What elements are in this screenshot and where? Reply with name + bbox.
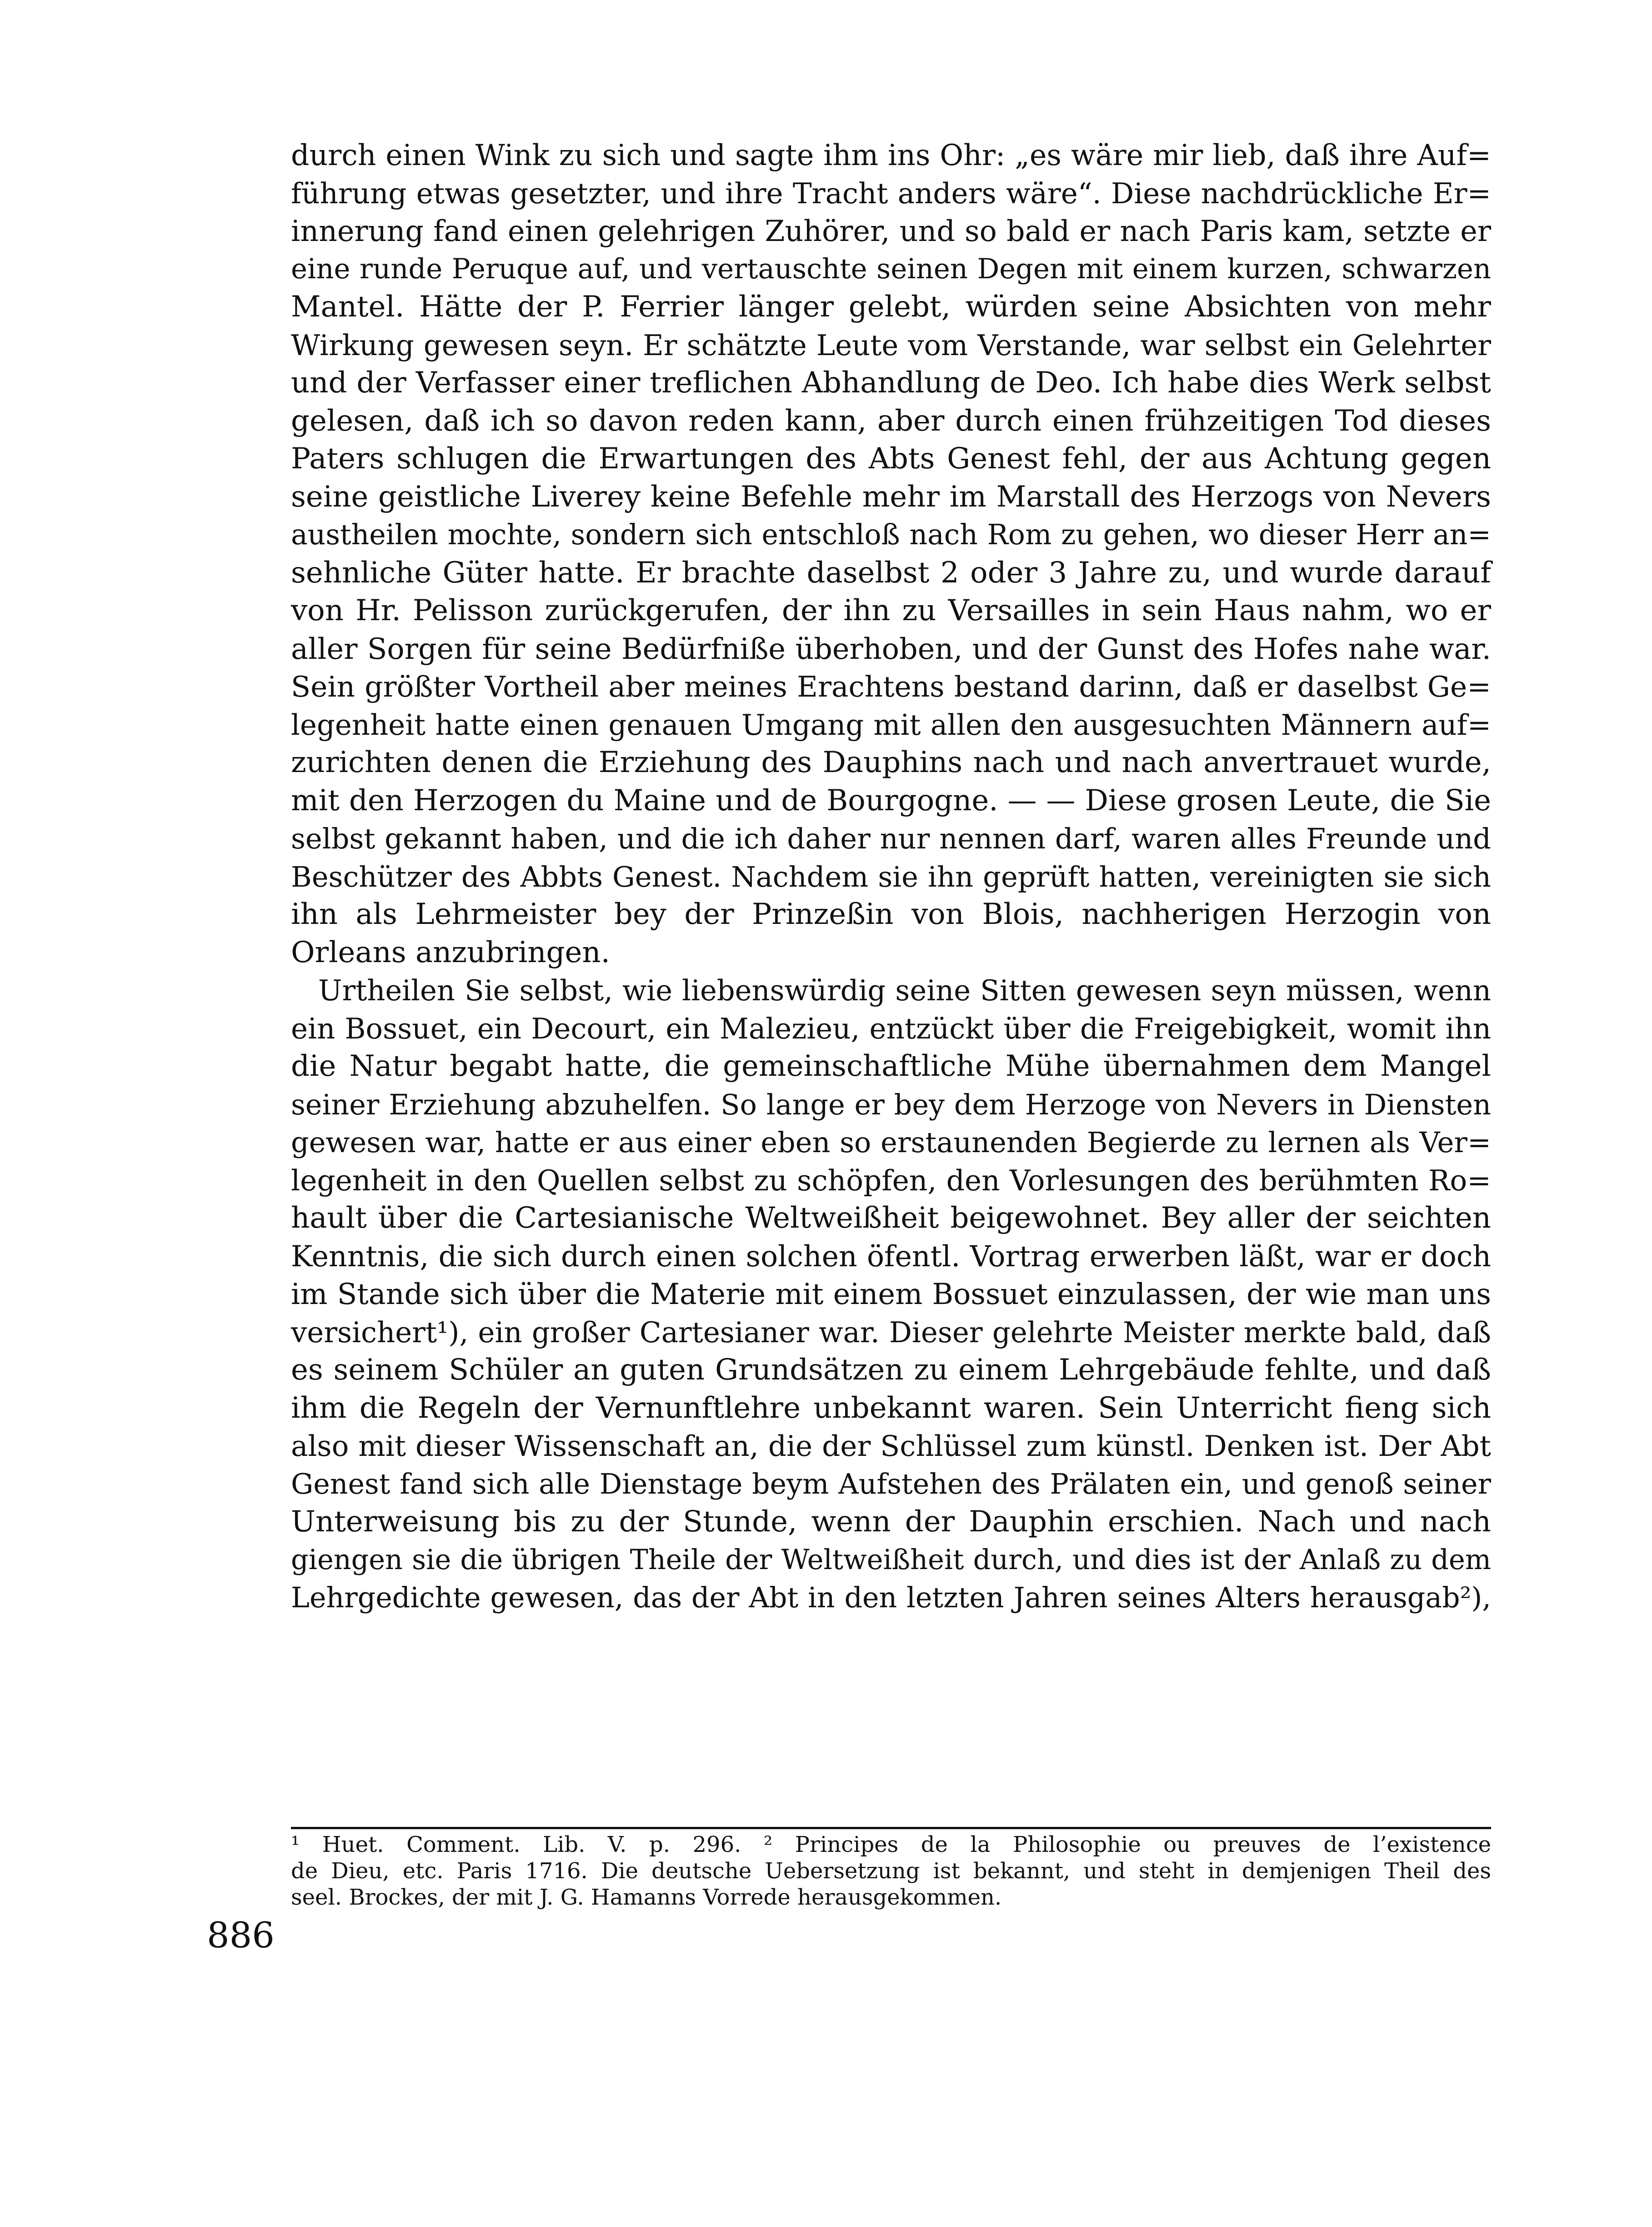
body-line: Unterweisung bis zu der Stunde, wenn der Dauphin erschien. Nach und nach [291,1505,1491,1539]
body-line: ihn als Lehrmeister bey der Prinzeßin von Blois, nachherigen Herzogin von [291,898,1491,931]
body-line: selbst gekannt haben, und die ich daher nur nennen darf, waren alles Freunde und [291,822,1491,855]
body-line: ein Bossuet, ein Decourt, ein Malezieu, entzückt über die Freigebigkeit, womit ihn [291,1012,1491,1045]
footnotes [291,1831,1491,1911]
body-line: gelesen, daß ich so davon reden kann, aber durch einen frühzeitigen Tod dieses [291,404,1491,438]
body-line: Kenntnis, die sich durch einen solchen öfentl. Vortrag erwerben läßt, war er doch [291,1239,1491,1273]
body-line: legenheit hatte einen genauen Umgang mit allen den ausgesuchten Männern auf= [291,708,1491,742]
body-line: sehnliche Güter hatte. Er brachte daselbst 2 oder 3 Jahre zu, und wurde darauf [291,556,1491,590]
body-line: seine geistliche Liverey keine Befehle mehr im Marstall des Herzogs von Nevers [291,480,1491,514]
body-line: giengen sie die übrigen Theile der Weltweißheit durch, und dies ist der Anlaß zu dem [291,1544,1491,1576]
footnote-line: ¹ Huet. Comment. Lib. V. p. 296. ² Principes de la Philosophie ou preuves de l’existence [291,1832,1491,1857]
body-line: eine runde Peruque auf, und vertauschte seinen Degen mit einem kurzen, schwarzen [291,253,1491,285]
footnote-line: de Dieu, etc. Paris 1716. Die deutsche Uebersetzung ist bekannt, und steht in demjenigen Theil des [291,1858,1491,1884]
body-line: hault über die Cartesianische Weltweißheit beigewohnet. Bey aller der seichten [291,1201,1491,1235]
page-number: 886 [207,1915,275,1956]
body-line: durch einen Wink zu sich und sagte ihm ins Ohr: „es wäre mir lieb, daß ihre Auf= [291,138,1491,172]
body-line: legenheit in den Quellen selbst zu schöpfen, den Vorlesungen des berühmten Ro= [291,1164,1491,1197]
body-line: Lehrgedichte gewesen, das der Abt in den letzten Jahren seines Alters herausgab²), [291,1581,1491,1614]
body-line: im Stande sich über die Materie mit einem Bossuet einzulassen, der wie man uns [291,1277,1491,1311]
body-line: Paters schlugen die Erwartungen des Abts Genest fehl, der aus Achtung gegen [291,442,1491,476]
body-line: ihm die Regeln der Vernunftlehre unbekannt waren. Sein Unterricht fieng sich [291,1391,1491,1425]
body-line: zurichten denen die Erziehung des Dauphins nach und nach anvertrauet wurde, [291,746,1491,779]
body-line: Beschützer des Abbts Genest. Nachdem sie ihn geprüft hatten, vereinigten sie sich [291,860,1491,893]
body-line: und der Verfasser einer treflichen Abhandlung de Deo. Ich habe dies Werk selbst [291,366,1491,400]
body-line: Wirkung gewesen seyn. Er schätzte Leute vom Verstande, war selbst ein Gelehrter [291,328,1491,362]
body-line: Mantel. Hätte der P. Ferrier länger gelebt, würden seine Absichten von mehr [291,290,1491,324]
body-line: mit den Herzogen du Maine und de Bourgogne. — — Diese grosen Leute, die Sie [291,783,1491,818]
body-line: führung etwas gesetzter, und ihre Tracht anders wäre“. Diese nachdrückliche Er= [291,176,1491,210]
body-line: es seinem Schüler an guten Grundsätzen zu einem Lehrgebäude fehlte, und daß [291,1353,1491,1387]
body-line: die Natur begabt hatte, die gemeinschaftliche Mühe übernahmen dem Mangel [291,1049,1491,1083]
paragraph-end-line: Orleans anzubringen. [291,935,610,969]
body-line: versichert¹), ein großer Cartesianer war. Dieser gelehrte Meister merkte bald, daß [291,1315,1491,1349]
paragraph-start-line: Urtheilen Sie selbst, wie liebenswürdig seine Sitten gewesen seyn müssen, wenn [318,974,1491,1007]
footnote-line: seel. Brockes, der mit J. G. Hamanns Vorrede herausgekommen. [291,1885,1002,1910]
body-line: austheilen mochte, sondern sich entschloß nach Rom zu gehen, wo dieser Herr an= [291,518,1491,551]
body-line: aller Sorgen für seine Bedürfniße überhoben, und der Gunst des Hofes nahe war. [291,632,1491,666]
body-text [291,136,1491,1617]
body-line: innerung fand einen gelehrigen Zuhörer, und so bald er nach Paris kam, setzte er [291,214,1491,248]
body-line: Sein größter Vortheil aber meines Erachtens bestand darinn, daß er daselbst Ge= [291,670,1491,703]
body-line: seiner Erziehung abzuhelfen. So lange er bey dem Herzoge von Nevers in Diensten [291,1088,1491,1121]
body-line: gewesen war, hatte er aus einer eben so erstaunenden Begierde zu lernen als Ver= [291,1126,1491,1159]
body-line: also mit dieser Wissenschaft an, die der Schlüssel zum künstl. Denken ist. Der Abt [291,1429,1491,1463]
body-line: von Hr. Pelisson zurückgerufen, der ihn zu Versailles in sein Haus nahm, wo er [291,594,1491,627]
footnote-divider [291,1827,1491,1829]
body-line: Genest fand sich alle Dienstage beym Aufstehen des Prälaten ein, und genoß seiner [291,1467,1491,1500]
